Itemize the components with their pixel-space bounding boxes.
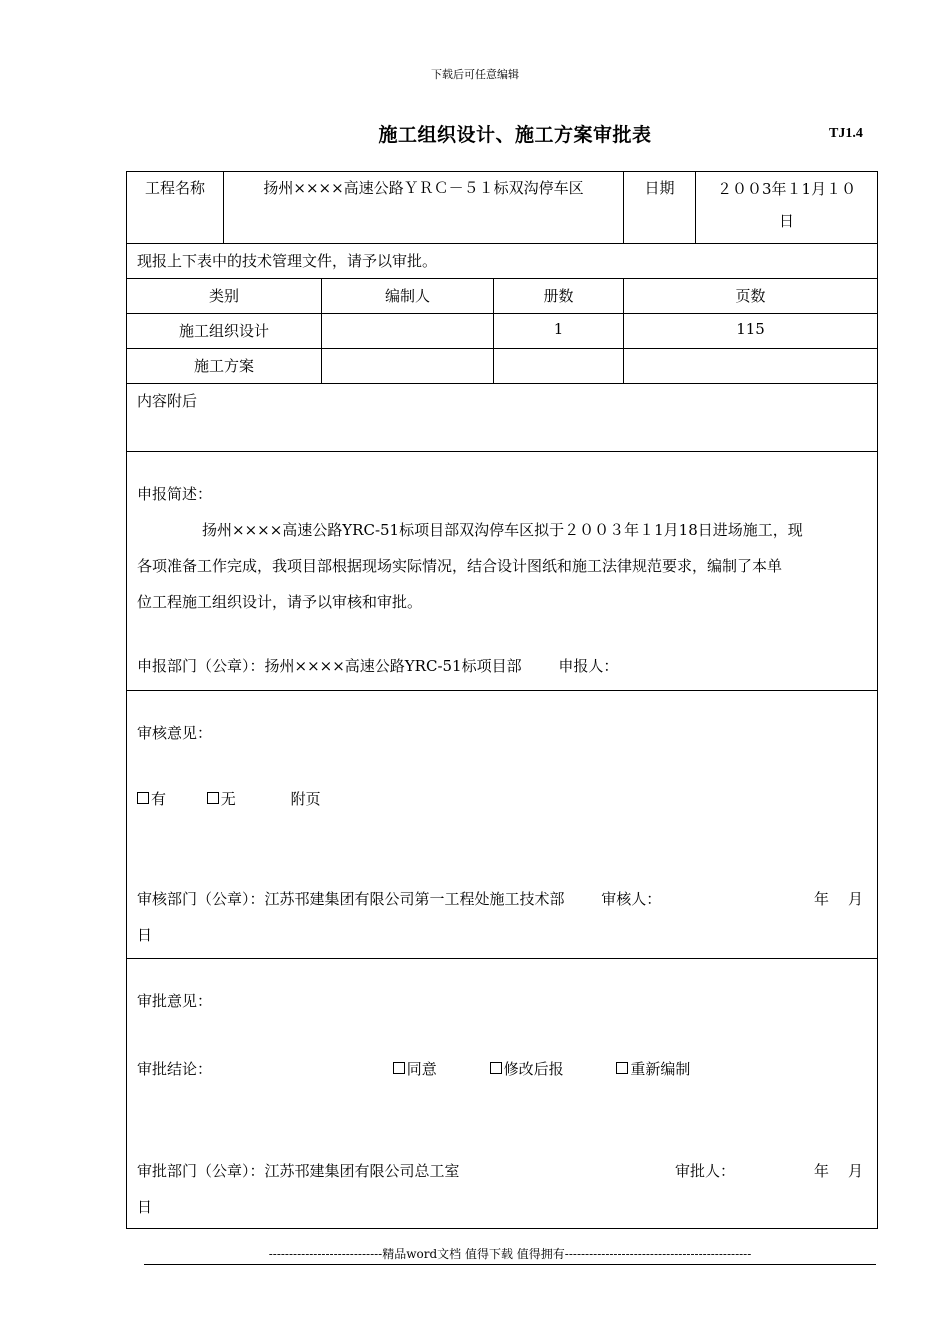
form-code: TJ1.4 xyxy=(829,126,863,141)
header-pages: 页数 xyxy=(624,279,878,314)
declaration-body-line3: 位工程施工组织设计，请予以审核和审批。 xyxy=(137,593,423,611)
option-yes[interactable]: 有 xyxy=(137,790,166,808)
approval-person: 审批人： xyxy=(675,1162,736,1180)
date-value-line2: 日 xyxy=(779,212,795,230)
review-label: 审核意见： xyxy=(137,724,213,742)
attachment-label: 附页 xyxy=(290,790,321,808)
declaration-label: 申报简述： xyxy=(137,485,213,503)
project-row xyxy=(127,172,878,244)
row-author xyxy=(322,349,494,384)
option-revise[interactable]: 修改后报 xyxy=(490,1060,564,1078)
checkbox-icon[interactable] xyxy=(137,792,149,804)
row-volumes xyxy=(494,349,624,384)
project-name-value: 扬州××××高速公路ＹＲＣ－５１标双沟停车区 xyxy=(224,172,624,244)
row-author xyxy=(322,314,494,349)
row-category: 施工组织设计 xyxy=(127,314,322,349)
header-author: 编制人 xyxy=(322,279,494,314)
footer-banner: ----------------------------精品word文档 值得下载 值得拥有---------------------------------------------- xyxy=(144,1245,876,1265)
form-title: 施工组织设计、施工方案审批表 xyxy=(378,124,652,146)
review-person: 审核人： xyxy=(601,890,662,908)
declaration-person: 申报人： xyxy=(558,657,619,675)
approval-month: 月 xyxy=(848,1162,864,1180)
checkbox-icon[interactable] xyxy=(207,792,219,804)
review-month: 月 xyxy=(848,890,864,908)
table-row xyxy=(127,314,878,349)
declaration-body-line1: 扬州××××高速公路YRC-51标项目部双沟停车区拟于２００３年１1月18日进场施工，现 xyxy=(202,521,803,539)
content-note-row xyxy=(127,384,878,452)
option-no[interactable]: 无 xyxy=(207,790,236,808)
intro-text: 现报上下表中的技术管理文件，请予以审批。 xyxy=(127,244,878,279)
date-value-line1: ２００3年１1月１０ xyxy=(716,180,857,198)
option-redo[interactable]: 重新编制 xyxy=(616,1060,690,1078)
intro-row xyxy=(127,244,878,279)
date-value xyxy=(696,172,878,244)
declaration-body-line2: 各项准备工作完成，我项目部根据现场实际情况，结合设计图纸和施工法律规范要求，编制了本单 xyxy=(137,557,783,575)
checkbox-icon[interactable] xyxy=(393,1062,405,1074)
approval-year: 年 xyxy=(814,1162,830,1180)
approval-day: 日 xyxy=(137,1198,153,1216)
header-note: 下载后可任意编辑 xyxy=(431,68,519,81)
declaration-dept: 申报部门（公章）：扬州××××高速公路YRC-51标项目部 xyxy=(137,657,522,675)
review-section xyxy=(127,691,878,959)
row-pages xyxy=(624,349,878,384)
checkbox-icon[interactable] xyxy=(490,1062,502,1074)
table-row xyxy=(127,349,878,384)
review-dept: 审核部门（公章）：江苏邗建集团有限公司第一工程处施工技术部 xyxy=(137,890,565,908)
date-label: 日期 xyxy=(624,172,696,244)
declaration-section xyxy=(127,452,878,691)
row-pages: 115 xyxy=(624,314,878,349)
row-category: 施工方案 xyxy=(127,349,322,384)
approval-section xyxy=(127,959,878,1229)
checkbox-icon[interactable] xyxy=(616,1062,628,1074)
header-category: 类别 xyxy=(127,279,322,314)
review-day: 日 xyxy=(137,926,153,944)
header-volumes: 册数 xyxy=(494,279,624,314)
approval-label: 审批意见： xyxy=(137,992,213,1010)
approval-dept: 审批部门（公章）：江苏邗建集团有限公司总工室 xyxy=(137,1162,460,1180)
content-note: 内容附后 xyxy=(127,384,878,452)
row-volumes: 1 xyxy=(494,314,624,349)
doc-table-header-row xyxy=(127,279,878,314)
conclusion-label: 审批结论： xyxy=(137,1060,213,1078)
approval-form xyxy=(126,171,878,1229)
option-agree[interactable]: 同意 xyxy=(393,1060,437,1078)
review-year: 年 xyxy=(814,890,830,908)
project-name-label: 工程名称 xyxy=(127,172,224,244)
